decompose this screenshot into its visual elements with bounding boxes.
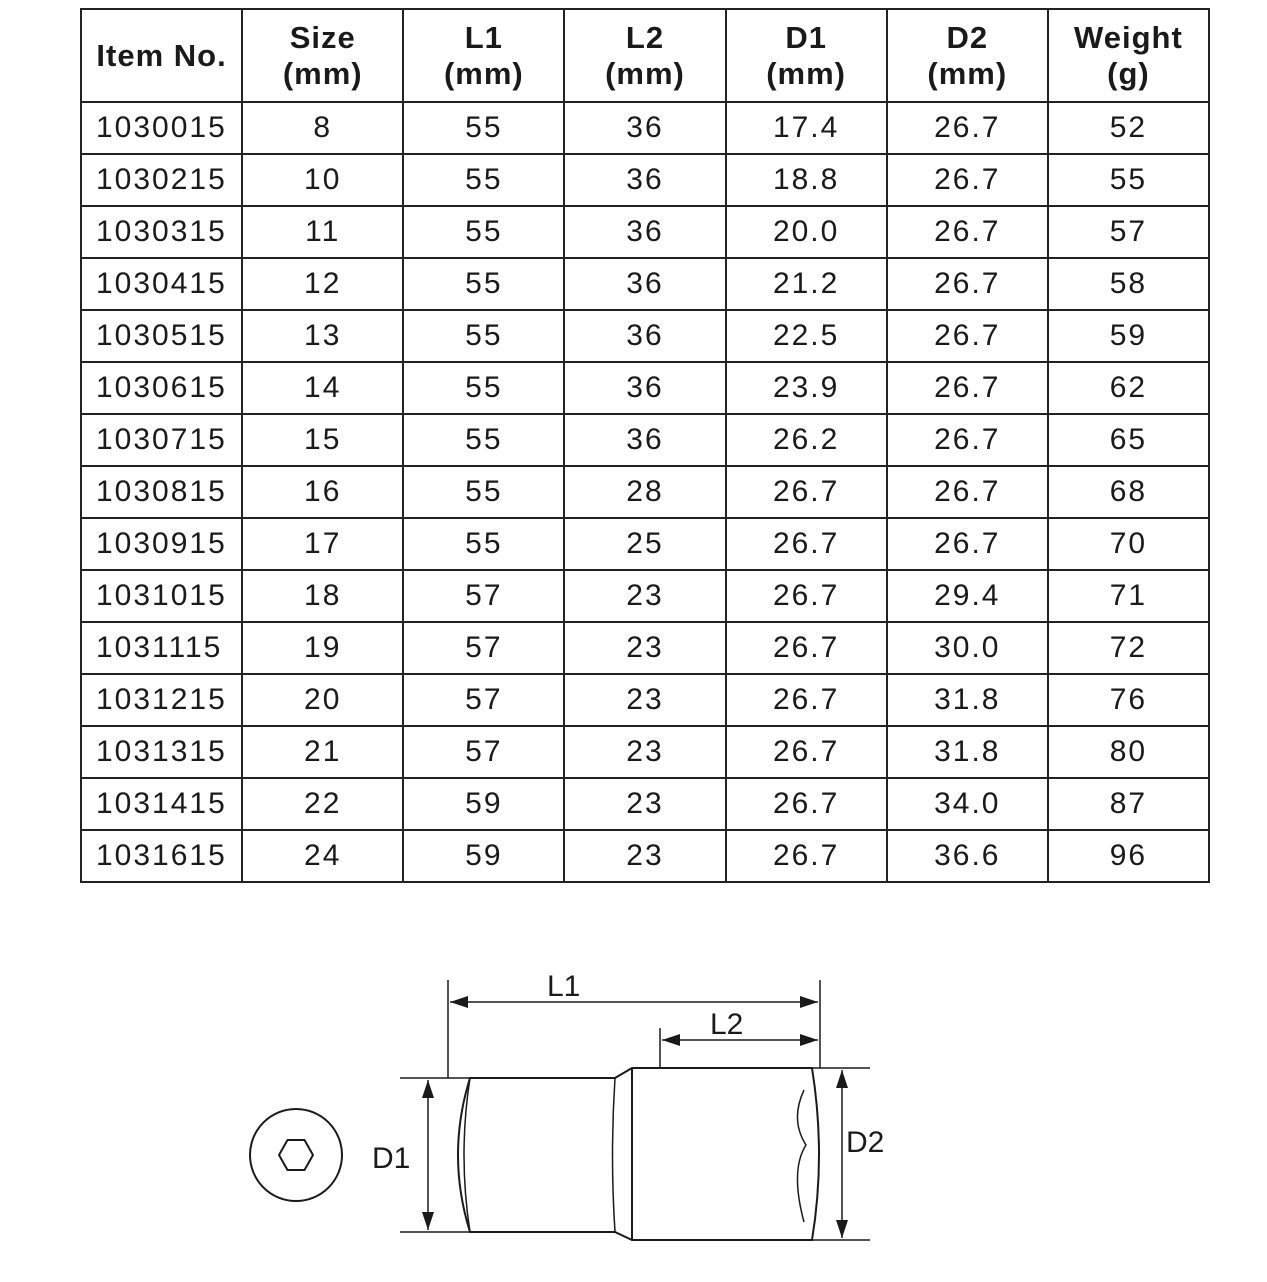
table-row — [81, 830, 1209, 882]
table-cell: 26.7 — [726, 674, 887, 726]
table-cell: 23 — [564, 622, 725, 674]
table-cell: 1030715 — [81, 414, 242, 466]
table-cell: 55 — [403, 414, 564, 466]
table-cell: 55 — [403, 102, 564, 154]
table-cell: 23 — [564, 674, 725, 726]
table-cell: 26.7 — [887, 362, 1048, 414]
table-cell: 70 — [1048, 518, 1209, 570]
table-cell: 11 — [242, 206, 403, 258]
table-cell: 1031615 — [81, 830, 242, 882]
header-l2: L2 (mm) — [564, 9, 725, 102]
table-cell: 26.7 — [887, 414, 1048, 466]
table-cell: 57 — [403, 674, 564, 726]
table-cell: 26.7 — [887, 102, 1048, 154]
table-cell: 1031315 — [81, 726, 242, 778]
table-cell: 10 — [242, 154, 403, 206]
table-cell: 52 — [1048, 102, 1209, 154]
table-cell: 12 — [242, 258, 403, 310]
table-cell: 62 — [1048, 362, 1209, 414]
table-row — [81, 674, 1209, 726]
table-cell: 55 — [403, 258, 564, 310]
table-cell: 15 — [242, 414, 403, 466]
table-cell: 36 — [564, 362, 725, 414]
table-row — [81, 206, 1209, 258]
table-row — [81, 726, 1209, 778]
table-row — [81, 258, 1209, 310]
table-cell: 26.7 — [887, 466, 1048, 518]
table-cell: 13 — [242, 310, 403, 362]
table-cell: 16 — [242, 466, 403, 518]
table-cell: 1031215 — [81, 674, 242, 726]
label-l2: L2 — [710, 1008, 744, 1041]
table-cell: 23 — [564, 830, 725, 882]
table-cell: 55 — [403, 362, 564, 414]
table-cell: 8 — [242, 102, 403, 154]
table-row — [81, 310, 1209, 362]
table-cell: 1030515 — [81, 310, 242, 362]
table-row — [81, 518, 1209, 570]
table-cell: 36 — [564, 258, 725, 310]
table-cell: 25 — [564, 518, 725, 570]
table-cell: 36 — [564, 310, 725, 362]
table-cell: 87 — [1048, 778, 1209, 830]
table-cell: 55 — [403, 518, 564, 570]
table-cell: 1031015 — [81, 570, 242, 622]
table-row — [81, 570, 1209, 622]
table-cell: 21.2 — [726, 258, 887, 310]
table-cell: 26.7 — [726, 726, 887, 778]
table-cell: 26.7 — [726, 466, 887, 518]
table-cell: 57 — [403, 726, 564, 778]
table-cell: 26.7 — [887, 206, 1048, 258]
socket-end-view — [250, 1109, 342, 1201]
table-cell: 71 — [1048, 570, 1209, 622]
table-cell: 36 — [564, 102, 725, 154]
table-cell: 26.7 — [726, 830, 887, 882]
table-cell: 57 — [403, 622, 564, 674]
table-cell: 59 — [403, 778, 564, 830]
table-row — [81, 414, 1209, 466]
socket-body-outline — [458, 1068, 819, 1240]
socket-end-outer-circle — [250, 1109, 342, 1201]
table-cell: 23 — [564, 778, 725, 830]
table-cell: 36 — [564, 154, 725, 206]
table-row — [81, 622, 1209, 674]
table-cell: 55 — [403, 310, 564, 362]
table-cell: 59 — [403, 830, 564, 882]
header-d2: D2 (mm) — [887, 9, 1048, 102]
table-cell: 1031115 — [81, 622, 242, 674]
table-cell: 28 — [564, 466, 725, 518]
table-cell: 55 — [403, 154, 564, 206]
table-cell: 36 — [564, 206, 725, 258]
table-cell: 1030315 — [81, 206, 242, 258]
table-cell: 76 — [1048, 674, 1209, 726]
table-cell: 18.8 — [726, 154, 887, 206]
table-cell: 55 — [403, 206, 564, 258]
table-cell: 80 — [1048, 726, 1209, 778]
table-header-row — [81, 9, 1209, 102]
table-cell: 36 — [564, 414, 725, 466]
table-cell: 22 — [242, 778, 403, 830]
table-cell: 26.7 — [726, 622, 887, 674]
table-cell: 59 — [1048, 310, 1209, 362]
table-cell: 55 — [403, 466, 564, 518]
table-cell: 23.9 — [726, 362, 887, 414]
hex-opening-icon — [279, 1140, 313, 1170]
table-cell: 24 — [242, 830, 403, 882]
header-weight: Weight (g) — [1048, 9, 1209, 102]
table-cell: 68 — [1048, 466, 1209, 518]
table-cell: 36.6 — [887, 830, 1048, 882]
table-cell: 58 — [1048, 258, 1209, 310]
header-d1: D1 (mm) — [726, 9, 887, 102]
table-row — [81, 466, 1209, 518]
table-cell: 55 — [1048, 154, 1209, 206]
table-cell: 20 — [242, 674, 403, 726]
table-row — [81, 362, 1209, 414]
table-cell: 18 — [242, 570, 403, 622]
table-cell: 26.7 — [726, 570, 887, 622]
label-l1: L1 — [547, 970, 581, 1003]
table-cell: 1031415 — [81, 778, 242, 830]
table-row — [81, 154, 1209, 206]
socket-dimension-diagram — [0, 940, 1267, 1260]
table-cell: 31.8 — [887, 726, 1048, 778]
table-cell: 26.7 — [887, 518, 1048, 570]
table-cell: 1030815 — [81, 466, 242, 518]
table-cell: 1030215 — [81, 154, 242, 206]
spec-table — [80, 8, 1210, 883]
socket-side-view — [458, 1068, 819, 1240]
table-cell: 1030915 — [81, 518, 242, 570]
header-l1: L1 (mm) — [403, 9, 564, 102]
table-cell: 57 — [403, 570, 564, 622]
table-cell: 17 — [242, 518, 403, 570]
header-size: Size (mm) — [242, 9, 403, 102]
table-body — [81, 102, 1209, 882]
table-cell: 26.7 — [887, 310, 1048, 362]
label-d1: D1 — [372, 1142, 411, 1175]
table-cell: 34.0 — [887, 778, 1048, 830]
label-d2: D2 — [846, 1126, 885, 1159]
table-cell: 23 — [564, 726, 725, 778]
table-cell: 26.2 — [726, 414, 887, 466]
dimension-lines — [428, 1002, 842, 1238]
socket-step-shading — [613, 1078, 616, 1232]
table-cell: 21 — [242, 726, 403, 778]
table-cell: 1030015 — [81, 102, 242, 154]
table-cell: 29.4 — [887, 570, 1048, 622]
table-cell: 19 — [242, 622, 403, 674]
table-cell: 31.8 — [887, 674, 1048, 726]
table-cell: 26.7 — [726, 518, 887, 570]
table-cell: 1030415 — [81, 258, 242, 310]
table-cell: 14 — [242, 362, 403, 414]
table-row — [81, 102, 1209, 154]
table-cell: 26.7 — [887, 154, 1048, 206]
table-cell: 72 — [1048, 622, 1209, 674]
table-cell: 65 — [1048, 414, 1209, 466]
table-cell: 26.7 — [887, 258, 1048, 310]
header-item-no: Item No. — [81, 9, 242, 102]
table-row — [81, 778, 1209, 830]
table-cell: 30.0 — [887, 622, 1048, 674]
table-cell: 22.5 — [726, 310, 887, 362]
table-cell: 26.7 — [726, 778, 887, 830]
table-cell: 96 — [1048, 830, 1209, 882]
socket-drive-profile — [797, 1090, 806, 1222]
table-cell: 1030615 — [81, 362, 242, 414]
table-cell: 20.0 — [726, 206, 887, 258]
table-cell: 17.4 — [726, 102, 887, 154]
table-cell: 57 — [1048, 206, 1209, 258]
table-cell: 23 — [564, 570, 725, 622]
